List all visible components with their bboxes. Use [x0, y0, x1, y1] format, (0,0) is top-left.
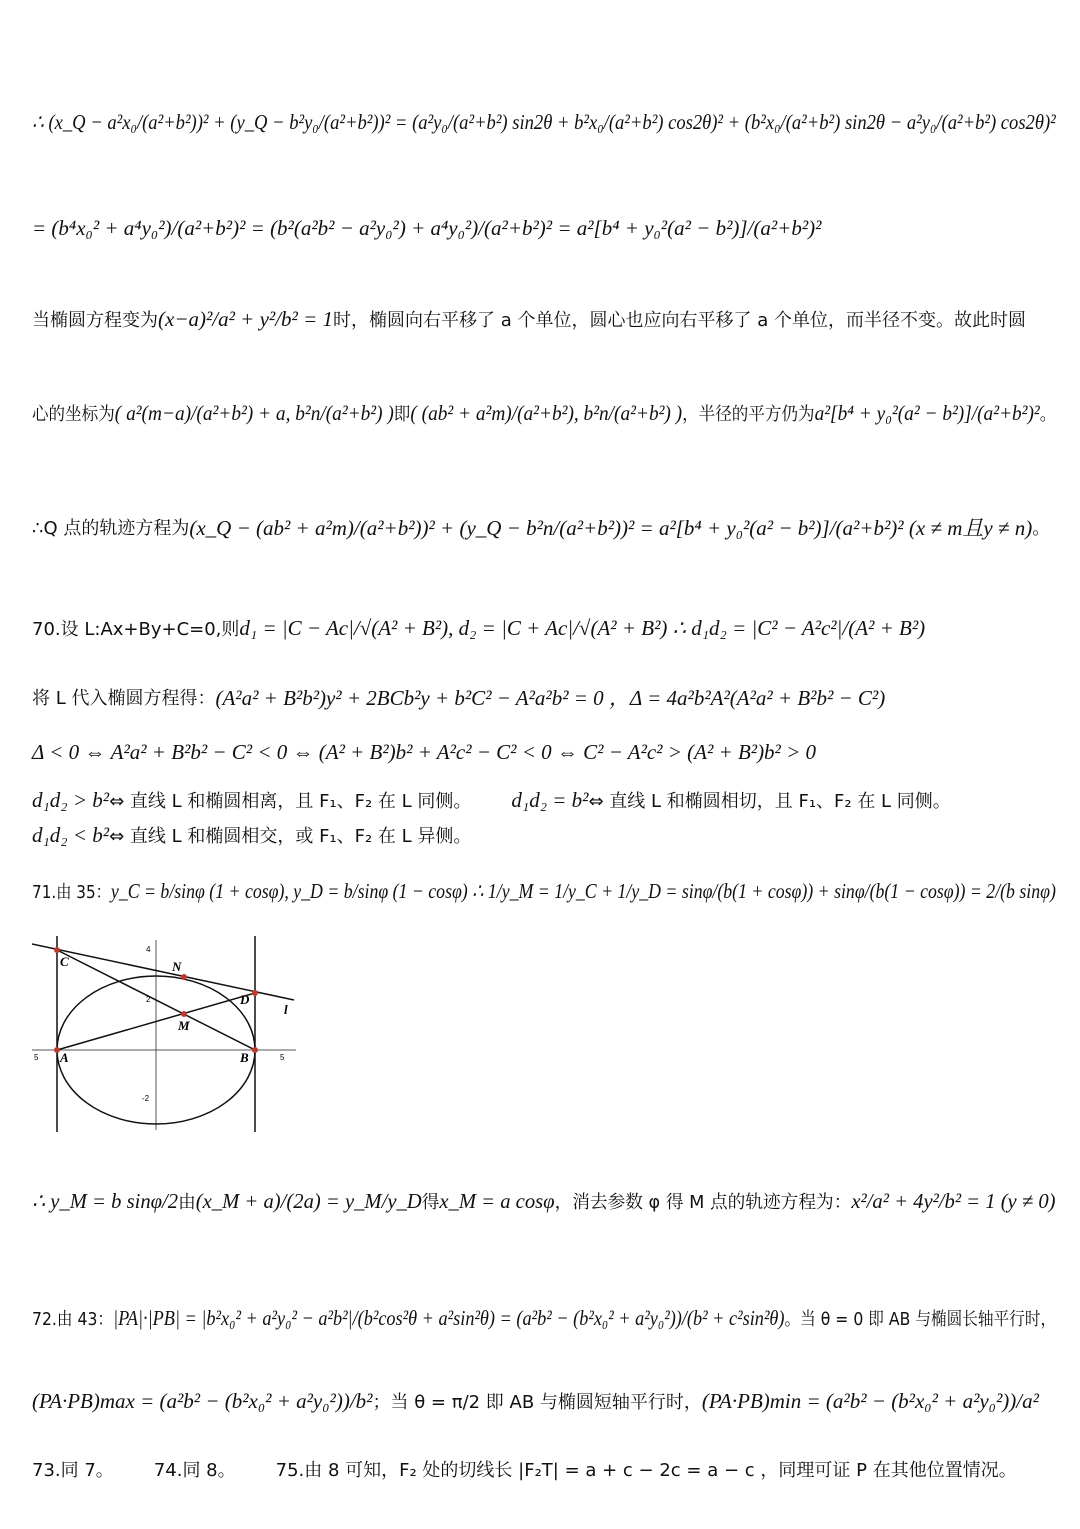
text-segment: ⇔ 直线 L 和椭圆相离，且 F₁、F₂ 在 L 同侧。 — [109, 791, 472, 812]
formula-segment: d₁d₂ < b² — [32, 822, 110, 847]
paragraph-line-4 — [32, 400, 1057, 426]
paragraph-line-7 — [32, 682, 1056, 712]
formula-segment: (x_Q − (ab² + a²m)/(a²+b²))² + (y_Q − b²n/(a²+b²))² = a²[b⁴ + y₀²(a² − b²)]/(a²+b²)² (x ≠ m且y ≠ n) — [189, 516, 1033, 540]
label-a: A — [60, 1050, 69, 1065]
paragraph-line-5 — [32, 512, 1056, 542]
label-n: N — [172, 959, 182, 974]
equation-line-1 — [32, 110, 1056, 135]
ellipse-figure — [32, 936, 296, 1132]
problem-70-label: 70.设 L:Ax+By+C=0,则 — [32, 619, 240, 640]
problem-75-text: 75.由 8 可知，F₂ 处的切线长 |F₂T| = a + c − 2c = a − c ，同理可证 P 在其他位置情况。 — [275, 1460, 1017, 1481]
tick-label-y-2: 2 — [146, 995, 151, 1004]
text-segment: ⇔ 直线 L 和椭圆相切，且 F₁、F₂ 在 L 同侧。 — [588, 791, 951, 812]
formula-segment: (PA·PB)min = (a²b² − (b²x₀² + a²y₀²))/a² — [701, 1388, 1039, 1413]
formula-segment: ( (ab² + a²m)/(a²+b²), b²n/(a²+b²) ) — [410, 400, 683, 425]
paragraph-line-8 — [32, 740, 1056, 765]
paragraph-line-9 — [32, 787, 1056, 813]
paragraph-line-15 — [32, 1456, 1056, 1482]
formula-segment: d₁ = |C − Ac|/√(A² + B²), d₂ = |C + Ac|/√(A² + B²) ∴ d₁d₂ = |C² − A²c²|/(A² + B²) — [239, 615, 926, 640]
text-segment: 。 — [1032, 518, 1051, 539]
paragraph-line-13 — [32, 1305, 1057, 1331]
point-m — [181, 1011, 187, 1017]
tick-label-x-left: 5 — [34, 1053, 39, 1062]
tick-label-x-right: 5 — [280, 1053, 285, 1062]
problem-74-text: 74.同 8。 — [153, 1460, 236, 1481]
text-segment: ∴Q 点的轨迹方程为 — [32, 518, 190, 539]
tick-label-y-neg2: -2 — [142, 1094, 150, 1103]
point-b — [252, 1047, 258, 1053]
equation-text: = (b⁴x₀² + a⁴y₀²)/(a²+b²)² = (b²(a²b² − a²y₀²) + a⁴y₀²)/(a²+b²)² = a²[b⁴ + y₀²(a² − b²)]/(a²+b²)² — [32, 216, 822, 240]
problem-72-label: 72.由 43： — [32, 1309, 114, 1330]
text-segment: 心的坐标为 — [32, 404, 115, 425]
formula-segment: ∴ y_M = b sinφ/2 — [32, 1188, 179, 1213]
text-segment: 即 — [393, 404, 411, 425]
formula-segment: d₁d₂ > b² — [32, 787, 110, 812]
text-segment: 。当 θ = 0 即 AB 与椭圆长轴平行时， — [784, 1309, 1057, 1330]
label-m: M — [178, 1018, 190, 1033]
text-segment: 将 L 代入椭圆方程得： — [32, 688, 216, 709]
label-d: D — [240, 992, 250, 1007]
equation-text: ∴ (x_Q − a²x₀/(a²+b²))² + (y_Q − b²y₀/(a²+b²))² = (a²y₀/(a²+b²) sin2θ + b²x₀/(a²+b²) cos2θ)² + (b²x₀/(a²+b²) sin2θ − a²y₀/(a²+b²) cos2θ)² — [32, 110, 1056, 134]
formula-segment: a²[b⁴ + y₀²(a² − b²)]/(a²+b²)² — [814, 400, 1040, 425]
formula-segment: d₁d₂ = b² — [511, 787, 589, 812]
tick-label-y-4: 4 — [146, 945, 151, 954]
formula-segment: |PA|·|PB| = |b²x₀² + a²y₀² − a²b²|/(b²cos²θ + a²sin²θ) = (a²b² − (b²x₀² + a²y₀²))/(b² + c²sin²θ) — [113, 1305, 785, 1330]
label-l: l — [284, 1002, 288, 1017]
point-n — [181, 974, 187, 980]
text-segment: 得 — [421, 1192, 440, 1213]
text-segment: 由 — [178, 1192, 196, 1213]
text-segment: 时，椭圆向右平移了 a 个单位，圆心也应向右平移了 a 个单位，而半径不变。故此时圆 — [333, 310, 1026, 331]
point-c — [54, 947, 60, 953]
label-c: C — [60, 954, 69, 969]
label-b: B — [240, 1050, 249, 1065]
formula-segment: (x−a)²/a² + y²/b² = 1 — [158, 306, 333, 331]
paragraph-line-3 — [32, 306, 1056, 332]
formula-segment: (PA·PB)max = (a²b² − (b²x₀² + a²y₀²))/b² — [32, 1388, 373, 1413]
paragraph-line-14 — [32, 1388, 1056, 1414]
text-segment: 当椭圆方程变为 — [32, 310, 158, 331]
paragraph-line-10 — [32, 822, 1056, 848]
formula-segment: ( a²(m−a)/(a²+b²) + a, b²n/(a²+b²) ) — [114, 400, 394, 425]
text-segment: ，消去参数 φ 得 M 点的轨迹方程为： — [554, 1192, 852, 1213]
problem-71-label: 71.由 35： — [32, 882, 111, 903]
equation-line-2 — [32, 216, 1056, 241]
paragraph-line-12 — [32, 1188, 1056, 1214]
formula-segment: x_M = a cosφ — [439, 1188, 555, 1213]
paragraph-line-6 — [32, 615, 1056, 641]
text-segment: ⇔ 直线 L 和椭圆相交，或 F₁、F₂ 在 L 异侧。 — [109, 826, 472, 847]
formula-segment: Δ < 0 ⇔ A²a² + B²b² − C² < 0 ⇔ (A² + B²)b² + A²c² − C² < 0 ⇔ C² − A²c² > (A² + B²)b² > 0 — [32, 740, 817, 764]
formula-segment: (x_M + a)/(2a) = y_M/y_D — [195, 1188, 422, 1213]
point-d — [252, 990, 258, 996]
formula-segment: y_C = b/sinφ (1 + cosφ), y_D = b/sinφ (1 − cosφ) ∴ 1/y_M = 1/y_C + 1/y_D = sinφ/(b(1 + cosφ)) + sinφ/(b(1 − cosφ)) = 2/(b sinφ) — [110, 878, 1056, 903]
text-segment: ，半径的平方仍为 — [682, 404, 815, 425]
text-segment: 。 — [1039, 404, 1057, 425]
text-segment: ；当 θ = π/2 即 AB 与椭圆短轴平行时， — [372, 1392, 702, 1413]
formula-segment: (A²a² + B²b²)y² + 2BCb²y + b²C² − A²a²b² = 0 ，Δ = 4a²b²A²(A²a² + B²b² − C²) — [215, 686, 886, 710]
problem-73-text: 73.同 7。 — [32, 1460, 114, 1481]
formula-segment: x²/a² + 4y²/b² = 1 (y ≠ 0) — [851, 1188, 1056, 1213]
paragraph-line-11 — [32, 878, 1056, 904]
